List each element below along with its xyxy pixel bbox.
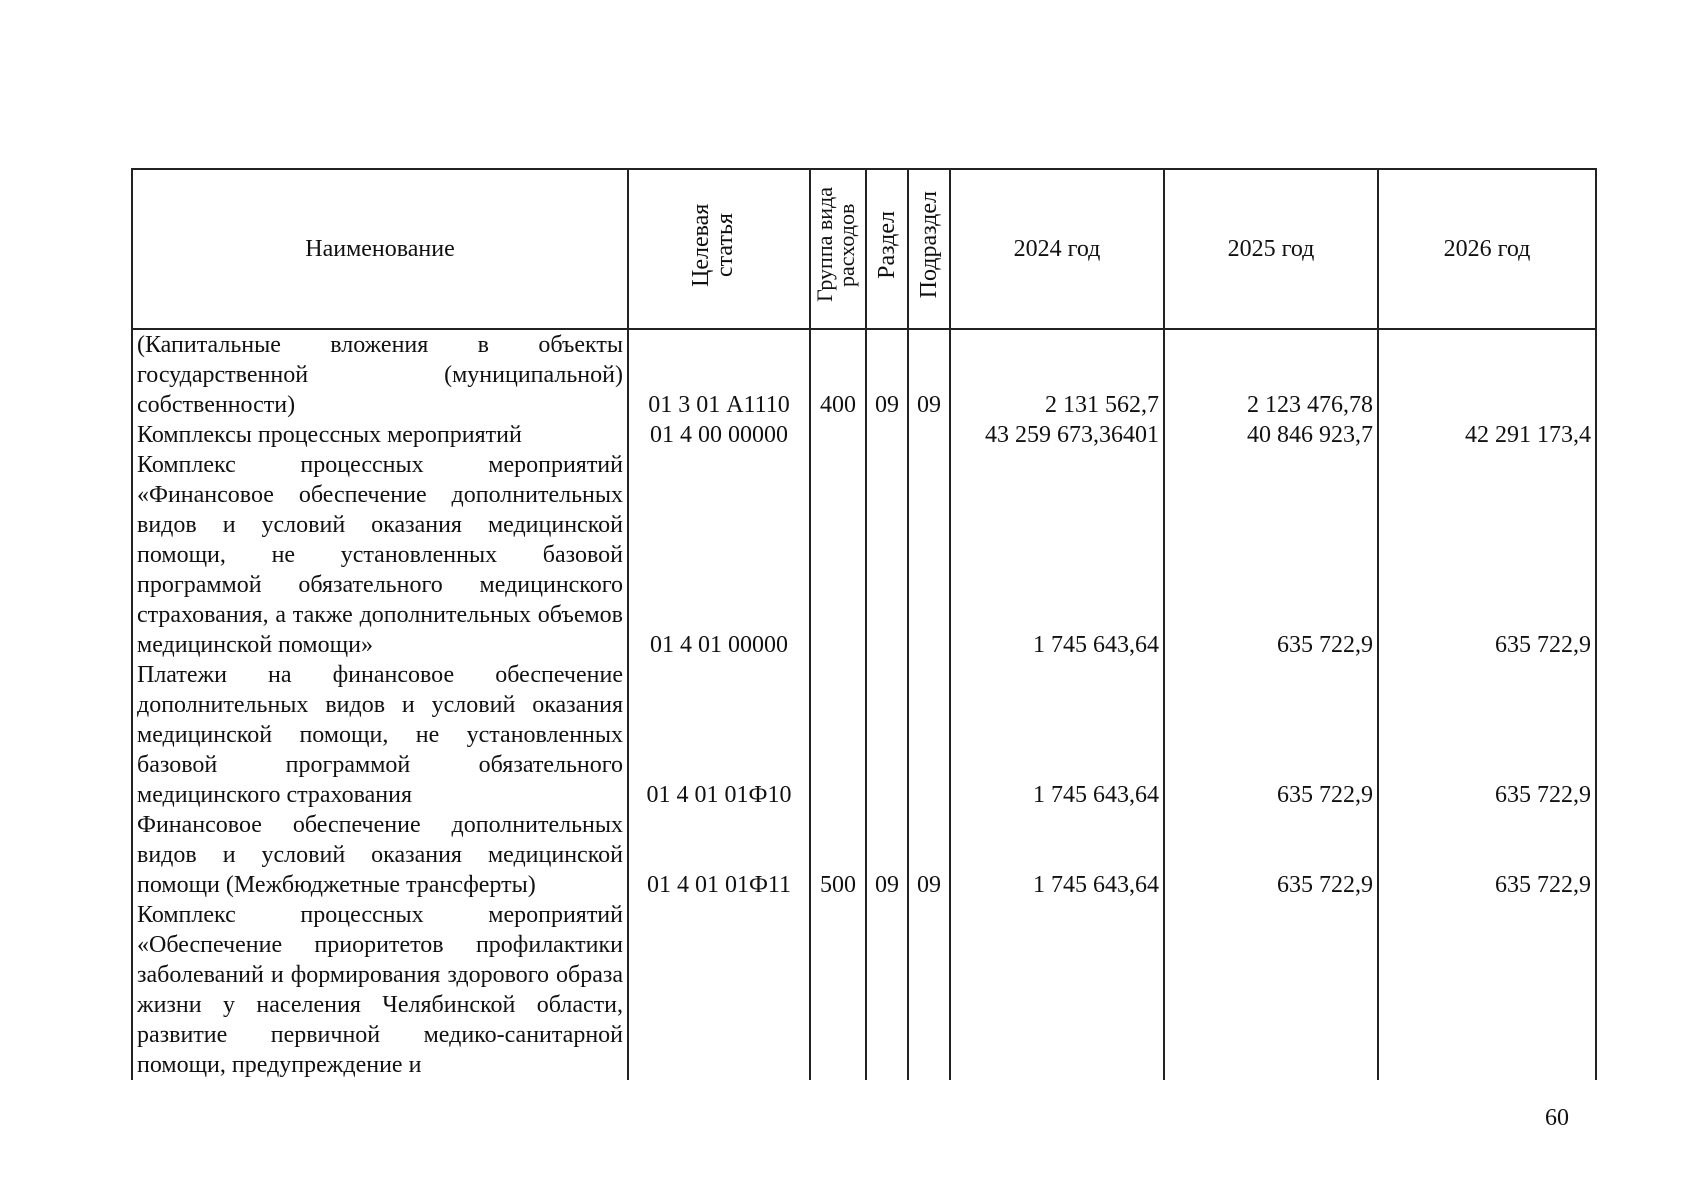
row-2025: 40 846 923,7	[1164, 420, 1378, 450]
row-section	[866, 420, 908, 450]
row-group	[810, 660, 866, 810]
row-section	[866, 900, 908, 1080]
row-2026: 635 722,9	[1378, 810, 1596, 900]
row-2026	[1378, 900, 1596, 1080]
header-name: Наименование	[132, 169, 628, 329]
row-2025: 635 722,9	[1164, 660, 1378, 810]
page-number: 60	[1545, 1105, 1569, 1131]
row-2024: 1 745 643,64	[950, 450, 1164, 660]
row-section	[866, 660, 908, 810]
row-target: 01 4 01 01Ф11	[628, 810, 810, 900]
header-group: Группа вида расходов	[810, 169, 866, 329]
table-row	[132, 420, 1596, 450]
row-subsection	[908, 420, 950, 450]
header-section: Раздел	[866, 169, 908, 329]
table-row	[132, 450, 1596, 660]
row-name: (Капитальные вложения в объекты государственной (муниципальной) собственности)	[132, 329, 628, 420]
row-2026	[1378, 329, 1596, 420]
row-group	[810, 450, 866, 660]
row-2024: 1 745 643,64	[950, 810, 1164, 900]
table-row	[132, 810, 1596, 900]
row-subsection	[908, 900, 950, 1080]
row-name: Платежи на финансовое обеспечение дополнительных видов и условий оказания медицинской помощи, не установленных базовой программой обязательного медицинского страхования	[132, 660, 628, 810]
table-row	[132, 900, 1596, 1080]
budget-table	[131, 168, 1597, 1080]
row-group: 400	[810, 329, 866, 420]
row-section: 09	[866, 810, 908, 900]
row-group	[810, 420, 866, 450]
row-2025: 2 123 476,78	[1164, 329, 1378, 420]
header-2025: 2025 год	[1164, 169, 1378, 329]
row-name: Комплекс процессных мероприятий «Обеспечение приоритетов профилактики заболеваний и формирования здорового образа жизни у населения Челябинской области, развитие первичной медико-санитарной помощи, предупреждение и	[132, 900, 628, 1080]
row-name: Комплексы процессных мероприятий	[132, 420, 628, 450]
row-2025: 635 722,9	[1164, 810, 1378, 900]
row-name: Комплекс процессных мероприятий «Финансовое обеспечение дополнительных видов и условий оказания медицинской помощи, не установленных базовой программой обязательного медицинского страхования, а также дополнительных объемов медицинской помощи»	[132, 450, 628, 660]
row-target	[628, 900, 810, 1080]
table-row	[132, 660, 1596, 810]
row-subsection	[908, 450, 950, 660]
row-subsection: 09	[908, 810, 950, 900]
row-target: 01 4 01 00000	[628, 450, 810, 660]
row-2026: 635 722,9	[1378, 660, 1596, 810]
row-2026: 42 291 173,4	[1378, 420, 1596, 450]
row-2024: 43 259 673,36401	[950, 420, 1164, 450]
row-subsection	[908, 660, 950, 810]
row-name: Финансовое обеспечение дополнительных видов и условий оказания медицинской помощи (Межбюджетные трансферты)	[132, 810, 628, 900]
header-2024: 2024 год	[950, 169, 1164, 329]
header-subsection: Подраздел	[908, 169, 950, 329]
row-2025	[1164, 900, 1378, 1080]
row-subsection: 09	[908, 329, 950, 420]
row-section: 09	[866, 329, 908, 420]
row-2024	[950, 900, 1164, 1080]
row-group: 500	[810, 810, 866, 900]
row-2025: 635 722,9	[1164, 450, 1378, 660]
row-target: 01 4 01 01Ф10	[628, 660, 810, 810]
header-2026: 2026 год	[1378, 169, 1596, 329]
row-target: 01 3 01 А1110	[628, 329, 810, 420]
row-2024: 2 131 562,7	[950, 329, 1164, 420]
row-2024: 1 745 643,64	[950, 660, 1164, 810]
header-target: Целевая статья	[628, 169, 810, 329]
header-row	[132, 169, 1596, 329]
row-2026: 635 722,9	[1378, 450, 1596, 660]
row-target: 01 4 00 00000	[628, 420, 810, 450]
row-group	[810, 900, 866, 1080]
table-row	[132, 329, 1596, 420]
row-section	[866, 450, 908, 660]
